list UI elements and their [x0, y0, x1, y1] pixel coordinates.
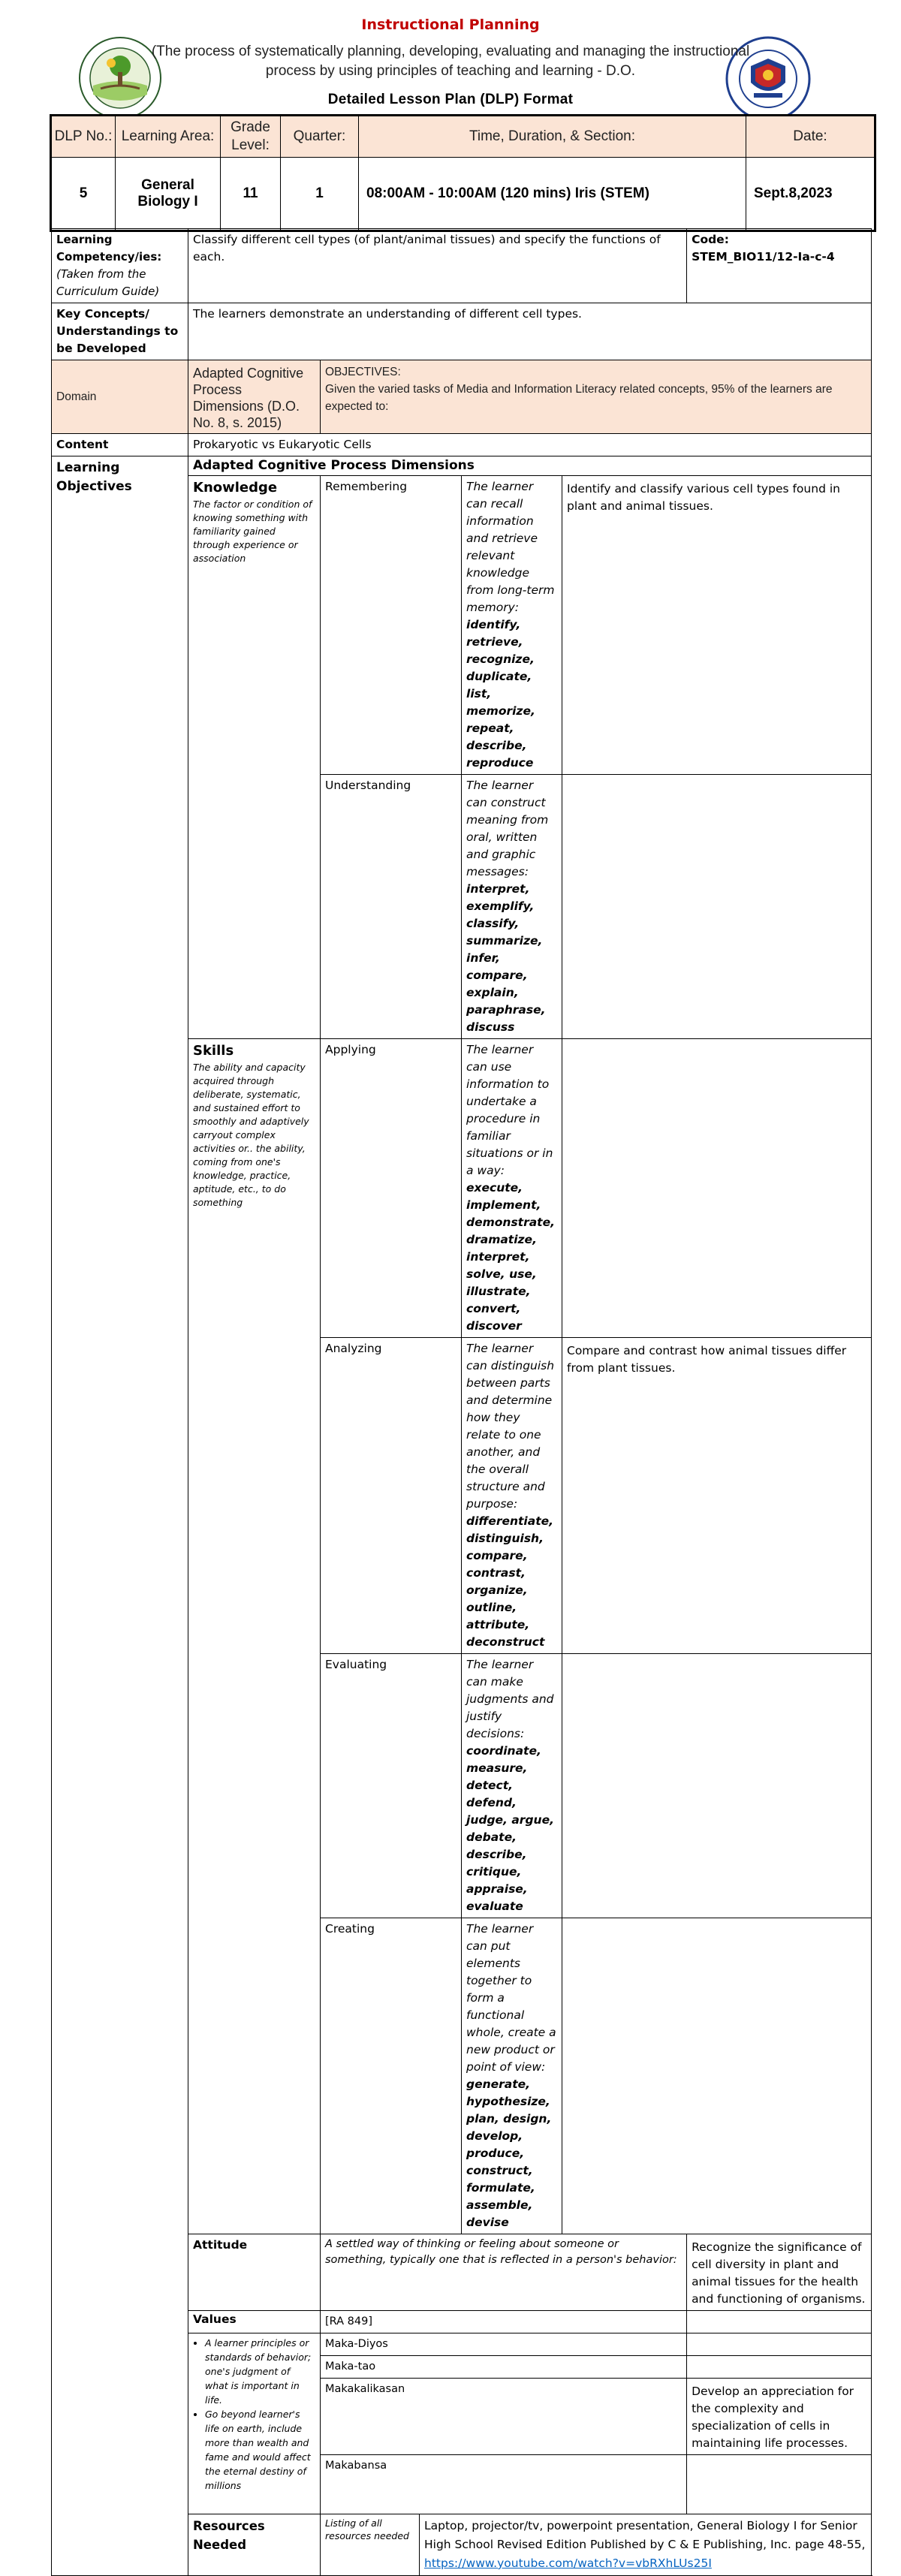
dlp-main-table: [51, 228, 872, 2576]
attitude-objective: Recognize the significance of cell diversity in plant and animal tissues for the health and functioning of organisms.: [687, 2234, 872, 2311]
level-name: Analyzing: [321, 1338, 462, 1654]
level-verbs: coordinate, measure, detect, defend, judge, argue, debate, describe, critique, appraise, evaluate: [466, 1744, 554, 1913]
values-ra: [RA 849]: [321, 2311, 687, 2333]
objectives-title: OBJECTIVES:: [325, 366, 401, 378]
values-title: Values: [188, 2311, 321, 2333]
acpd-header: Adapted Cognitive Process Dimensions: [188, 456, 872, 476]
quarter-label: Quarter:: [281, 116, 359, 158]
value-name: Makakalikasan: [321, 2379, 687, 2455]
competency-label: Learning Competency/ies:: [56, 233, 162, 264]
lesson-info-table: [50, 114, 876, 232]
level-verbs: interpret, exemplify, classify, summarize, infer, compare, explain, paraphrase, discuss: [466, 882, 546, 1034]
grade-level-label: Grade Level:: [221, 116, 281, 158]
level-objective: [562, 775, 872, 1039]
domain-label: Domain: [52, 360, 188, 434]
learning-objectives-label: Learning Objectives: [52, 456, 188, 2576]
resources-label: Resources Needed: [188, 2514, 321, 2576]
value-objective: [687, 2333, 872, 2356]
level-name: Remembering: [321, 476, 462, 775]
level-verbs: generate, hypothesize, plan, design, develop, produce, construct, formulate, assemble, devise: [466, 2077, 552, 2229]
knowledge-desc: The factor or condition of knowing something with familiarity gained through experience or association: [193, 499, 312, 564]
skills-desc: The ability and capacity acquired through deliberate, systematic, and sustained effort to smoothly and adaptively carryout complex activities or.. the ability, coming from one's knowledge, practice, aptitude, etc., to do something: [193, 1062, 309, 1208]
values-ra-objective: [687, 2311, 872, 2333]
key-concepts-label: Key Concepts/ Understandings to be Developed: [52, 303, 188, 360]
learning-area-label: Learning Area:: [116, 116, 221, 158]
key-concepts-text: The learners demonstrate an understanding of different cell types.: [188, 303, 872, 360]
time-value: 08:00AM - 10:00AM (120 mins) Iris (STEM): [359, 158, 746, 231]
values-bullet: • Go beyond learner's life on earth, include more than wealth and fame and would affect the eternal destiny of millions: [205, 2407, 315, 2493]
dlp-no-value: 5: [51, 158, 116, 231]
level-objective: [562, 1918, 872, 2234]
code-label: Code:: [692, 233, 729, 246]
level-verbs: differentiate, distinguish, compare, contrast, organize, outline, attribute, deconstruct: [466, 1514, 554, 1649]
level-objective: Compare and contrast how animal tissues differ from plant tissues.: [562, 1338, 872, 1654]
code-value: STEM_BIO11/12-Ia-c-4: [692, 250, 835, 264]
resources-note: Listing of all resources needed: [321, 2514, 420, 2576]
date-value: Sept.8,2023: [746, 158, 875, 231]
format-title: Detailed Lesson Plan (DLP) Format: [327, 92, 574, 107]
page-title: Instructional Planning: [361, 17, 540, 33]
level-verbs: execute, implement, demonstrate, dramatize, interpret, solve, use, illustrate, convert, discover: [466, 1181, 555, 1333]
resources-text: Laptop, projector/tv, powerpoint presentation, General Biology I for Senior High School Revised Edition Published by C & E Publishing, Inc. page 48-55,: [424, 2519, 866, 2551]
grade-level-value: 11: [221, 158, 281, 231]
page-subtitle: (The process of systematically planning, developing, evaluating and managing the instructional process by using principles of teaching and learning - D.O.: [151, 44, 750, 79]
value-objective: [687, 2356, 872, 2379]
quarter-value: 1: [281, 158, 359, 231]
content-label: Content: [52, 434, 188, 456]
level-name: Evaluating: [321, 1654, 462, 1918]
content-row: [52, 434, 872, 456]
level-name: Understanding: [321, 775, 462, 1039]
level-objective: [562, 1654, 872, 1918]
level-desc: The learner can make judgments and justify decisions:: [466, 1658, 554, 1740]
level-objective: [562, 1039, 872, 1338]
dlp-no-label: DLP No.:: [51, 116, 116, 158]
value-name: Maka-tao: [321, 2356, 687, 2379]
date-label: Date:: [746, 116, 875, 158]
level-objective: Identify and classify various cell types found in plant and animal tissues.: [562, 476, 872, 775]
competency-row: [52, 229, 872, 303]
values-bullets: [193, 2336, 315, 2493]
skills-title: Skills: [193, 1043, 234, 1059]
values-bullet: • A learner principles or standards of behavior; one's judgment of what is important in life.: [205, 2336, 315, 2407]
attitude-desc: A settled way of thinking or feeling about someone or something, typically one that is reflected in a person's behavior:: [321, 2234, 687, 2311]
acpd-header-row: [52, 456, 872, 476]
objectives-text: Given the varied tasks of Media and Information Literacy related concepts, 95% of the learners are expected to:: [325, 383, 833, 413]
value-name: Makabansa: [321, 2455, 687, 2514]
acpd-label: Adapted Cognitive Process Dimensions (D.O. No. 8, s. 2015): [188, 360, 321, 434]
learning-area-value: General Biology I: [116, 158, 221, 231]
level-name: Creating: [321, 1918, 462, 2234]
competency-note: (Taken from the Curriculum Guide): [56, 267, 160, 298]
level-desc: The learner can use information to undertake a procedure in familiar situations or in a way:: [466, 1043, 553, 1177]
level-verbs: identify, retrieve, recognize, duplicate, list, memorize, repeat, describe, reproduce: [466, 618, 535, 770]
time-label: Time, Duration, & Section:: [359, 116, 746, 158]
level-desc: The learner can recall information and retrieve relevant knowledge from long-term memory:: [466, 480, 555, 614]
level-desc: The learner can put elements together to form a functional whole, create a new product or point of view:: [466, 1922, 556, 2074]
key-concepts-row: [52, 303, 872, 360]
level-desc: The learner can construct meaning from oral, written and graphic messages:: [466, 779, 549, 878]
value-name: Maka-Diyos: [321, 2333, 687, 2356]
value-objective: Develop an appreciation for the complexity and specialization of cells in maintaining life processes.: [687, 2379, 872, 2455]
value-objective: [687, 2455, 872, 2514]
level-name: Applying: [321, 1039, 462, 1338]
resources-link[interactable]: https://www.youtube.com/watch?v=vbRXhLUs25I: [424, 2556, 712, 2570]
domain-row: [52, 360, 872, 434]
level-desc: The learner can distinguish between parts and determine how they relate to one another, and the overall structure and purpose:: [466, 1342, 555, 1511]
content-text: Prokaryotic vs Eukaryotic Cells: [188, 434, 872, 456]
attitude-title: Attitude: [188, 2234, 321, 2311]
competency-text: Classify different cell types (of plant/animal tissues) and specify the functions of each.: [188, 229, 687, 303]
knowledge-title: Knowledge: [193, 480, 278, 496]
